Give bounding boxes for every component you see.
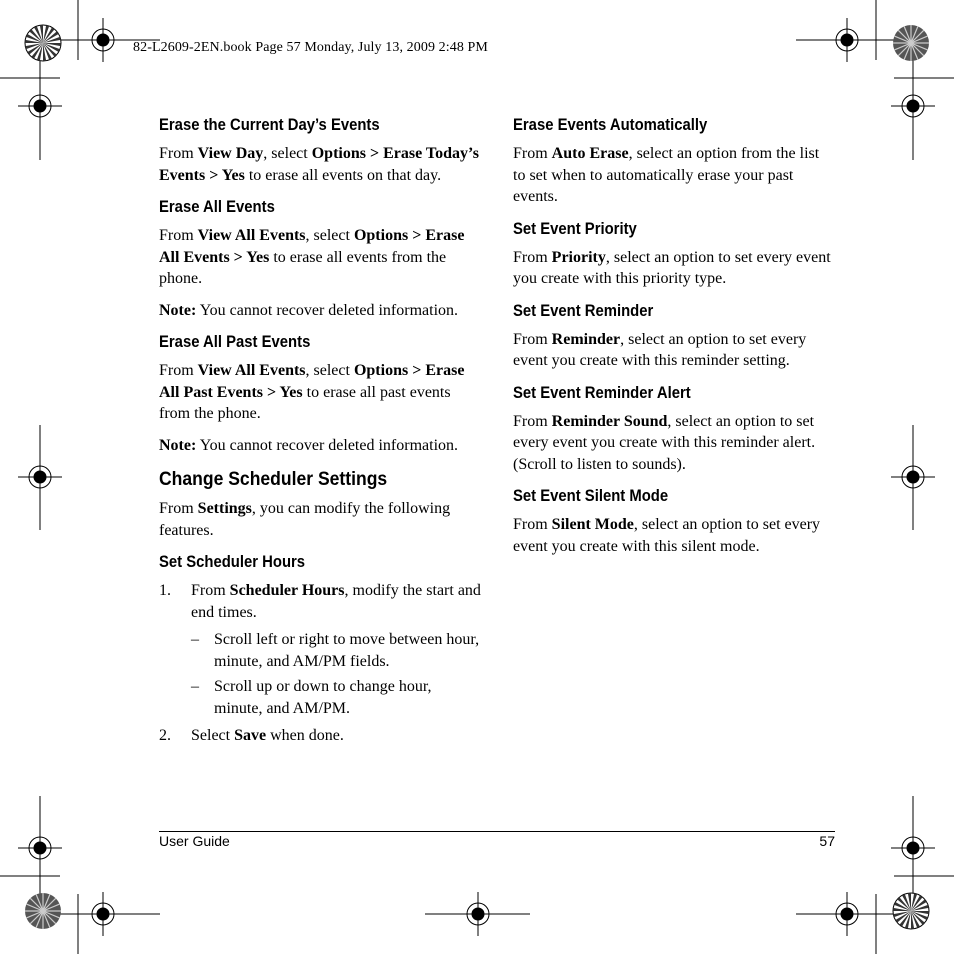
step-number: 1. xyxy=(159,582,171,599)
section-scheduler-hours xyxy=(159,551,481,747)
section-heading: Set Event Reminder xyxy=(513,301,654,320)
section-heading: Erase All Past Events xyxy=(159,333,311,351)
section-erase-all xyxy=(159,196,481,321)
left-column xyxy=(159,114,481,753)
section-event-reminder xyxy=(513,300,835,372)
step-number: 2. xyxy=(159,727,171,744)
section-erase-past xyxy=(159,331,481,456)
section-body: From View All Events, select Options > Erase All Past Events > Yes to erase all past events from the phone. xyxy=(159,362,465,422)
section-heading: Erase All Events xyxy=(159,198,275,216)
section-erase-automatically xyxy=(513,114,835,208)
section-heading-major: Change Scheduler Settings xyxy=(159,468,388,490)
section-heading: Erase Events Automatically xyxy=(513,116,708,134)
section-body: From Settings, you can modify the following features. xyxy=(159,500,451,539)
section-heading: Erase the Current Day’s Events xyxy=(159,116,380,134)
dash-bullet: – xyxy=(191,631,199,648)
section-body: From Silent Mode, select an option to set every event you create with this silent mode. xyxy=(513,516,821,555)
note: Note: You cannot recover deleted information. xyxy=(159,301,459,319)
footer-rule xyxy=(159,831,835,832)
section-body: From Auto Erase, select an option from the list to set when to automatically erase your past events. xyxy=(513,145,820,205)
section-heading: Set Event Priority xyxy=(513,219,637,238)
dash-bullet: – xyxy=(191,678,199,695)
section-event-silent-mode xyxy=(513,485,835,557)
color-target-icon xyxy=(893,25,929,61)
section-body: From View All Events, select Options > Erase All Events > Yes to erase all events from the phone. xyxy=(159,227,465,287)
section-body: From Priority, select an option to set every event you create with this priority type. xyxy=(513,248,831,287)
section-heading: Set Event Reminder Alert xyxy=(513,383,691,402)
section-heading: Set Scheduler Hours xyxy=(159,553,306,571)
sub-list-item: – Scroll up or down to change hour, minute, and AM/PM. xyxy=(191,678,432,717)
print-slug: 82-L2609-2EN.book Page 57 Monday, July 13, 2009 2:48 PM xyxy=(133,40,488,55)
section-body: From Reminder Sound, select an option to set every event you create with this reminder alert. (Scroll to listen to sounds). xyxy=(513,412,816,473)
section-event-priority xyxy=(513,218,835,290)
section-body: From Reminder, select an option to set every event you create with this reminder setting. xyxy=(513,330,807,369)
sub-list-item: – Scroll left or right to move between hour, minute, and AM/PM fields. xyxy=(191,631,480,670)
color-target-icon xyxy=(893,893,929,929)
section-heading: Set Event Silent Mode xyxy=(513,487,669,505)
section-event-reminder-alert xyxy=(513,382,835,476)
section-change-scheduler-settings xyxy=(159,466,481,541)
color-target-icon xyxy=(25,25,61,61)
list-item: 1. From Scheduler Hours, modify the start and end times. xyxy=(159,582,481,621)
note: Note: You cannot recover deleted information. xyxy=(159,436,459,454)
footer-title: User Guide xyxy=(159,833,230,849)
section-erase-current-day xyxy=(159,114,481,186)
section-body: From View Day, select Options > Erase Today’s Events > Yes to erase all events on that day. xyxy=(159,145,479,184)
page-number: 57 xyxy=(819,833,835,849)
list-item: 2. Select Save when done. xyxy=(159,725,481,747)
color-target-icon xyxy=(25,893,61,929)
right-column xyxy=(513,114,835,567)
